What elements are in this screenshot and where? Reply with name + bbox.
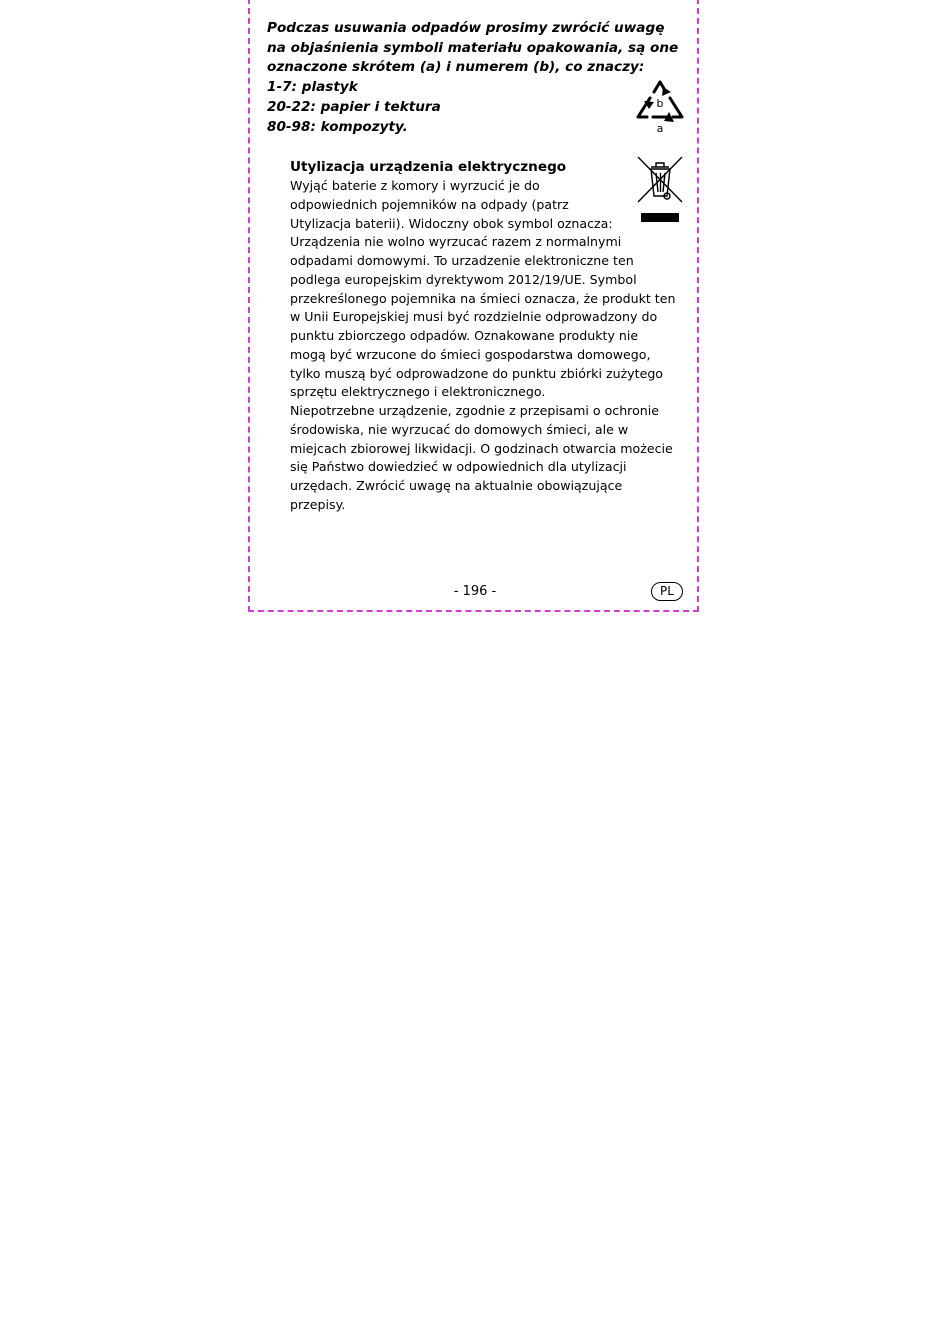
section-title: Utylizacja urządzenia elektrycznego [290,159,567,175]
text-line: Utylizacja baterii). Widoczny obok symbol oznacza: [290,215,613,231]
intro-line: na objaśnienia symboli materiału opakowania, są one [267,39,679,56]
packaging-disposal-note [267,19,687,137]
page-number: - 196 - [453,584,497,599]
text-line: mogą być wrzucone do śmieci gospodarstwa domowego, [290,346,651,362]
text-line: podlega europejskim dyrektywom 2012/19/UE. Symbol [290,271,637,287]
text-line: odpowiednich pojemników na odpady (patrz [290,196,569,212]
material-code-plastic: 1-7: plastyk [267,79,358,96]
language-badge: PL [651,582,683,601]
text-line: w Unii Europejskiej musi być rozdzielnie odprowadzony do [290,309,658,325]
text-line: Niepotrzebne urządzenie, zgodnie z przepisami o ochronie [290,403,660,418]
text-line: środowiska, nie wyrzucać do domowych śmieci, ale w [290,421,629,437]
text-line: się Państwo dowiedzieć w odpowiednich dla utylizacji [290,459,627,475]
recycle-label-a: a [656,122,664,135]
text-line: Wyjąć baterie z komory i wyrzucić je do [290,178,540,193]
intro-line: oznaczone skrótem (a) i numerem (b), co znaczy: [267,59,645,76]
text-line: tylko muszą być odprowadzone do punktu zbiórki zużytego [290,365,664,381]
text-line: przekreślonego pojemnika na śmieci oznacza, że produkt ten [290,290,676,306]
disposal-instructions [290,177,680,515]
material-code-paper: 20-22: papier i tektura [267,98,441,115]
text-line: sprzętu elektrycznego i elektronicznego. [290,384,546,400]
electrical-device-disposal-section [290,157,680,515]
text-line: urzędach. Zwrócić uwagę na aktualnie obowiązujące [290,478,623,493]
text-line: miejcach zbiorowej likwidacji. O godzinach otwarcia możecie [290,440,673,456]
text-line: odpadami domowymi. To urzadzenie elektroniczne ten [290,253,634,268]
intro-line: Podczas usuwania odpadów prosimy zwrócić uwagę [267,20,665,36]
text-line: punktu zbiorczego odpadów. Oznakowane produkty nie [290,328,639,343]
recycle-label-b: b [656,97,664,110]
text-line: przepisy. [290,496,346,512]
text-line: Urządzenia nie wolno wyrzucać razem z normalnymi [290,234,622,250]
recycling-triangle-icon [636,78,684,136]
material-code-composites: 80-98: kompozyty. [267,118,408,135]
